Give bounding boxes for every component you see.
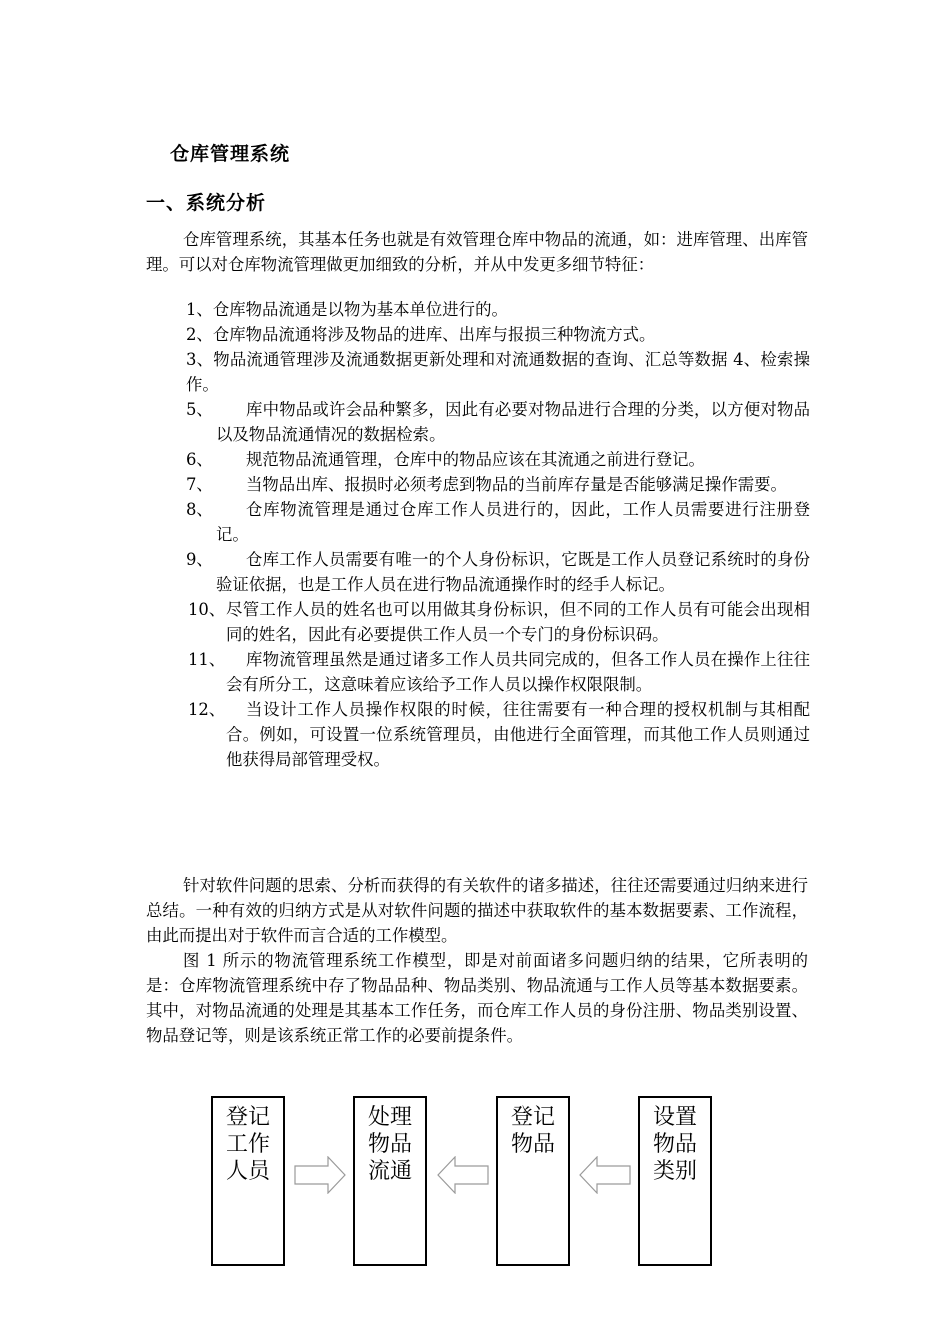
document-title: 仓库管理系统: [170, 143, 291, 165]
list-item: 11、 库物流管理虽然是通过诸多工作人员共同完成的，但各工作人员在操作上往往会有所分工，这意味着应该给予工作人员以操作权限限制。: [188, 650, 810, 694]
diagram-box-register-goods: 登记 物品: [496, 1096, 570, 1266]
list-item: 2、仓库物品流通将涉及物品的进库、出库与报损三种物流方式。: [186, 325, 656, 344]
list-item: 10、 尽管工作人员的姓名也可以用做其身份标识，但不同的工作人员有可能会出现相同的姓名，因此有必要提供工作人员一个专门的身份标识码。: [188, 600, 810, 644]
feature-list: [146, 297, 810, 772]
list-item: 12、 当设计工作人员操作权限的时候，往往需要有一种合理的授权机制与其相配合。例如，可设置一位系统管理员，由他进行全面管理，而其他工作人员则通过他获得局部管理受权。: [188, 700, 810, 769]
list-item: 3、物品流通管理涉及流通数据更新处理和对流通数据的查询、汇总等数据 4、检索操作。: [186, 350, 810, 394]
summary-paragraph: 针对软件问题的思索、分析而获得的有关软件的诸多描述，往往还需要通过归纳来进行总结。一种有效的归纳方式是从对软件问题的描述中获取软件的基本数据要素、工作流程，由此而提出对于软件而言合适的工作模型。: [146, 876, 808, 945]
diagram-box-register-staff: 登记 工作 人员: [211, 1096, 285, 1266]
list-item: 7、 当物品出库、报损时必须考虑到物品的当前库存量是否能够满足操作需要。: [186, 475, 787, 494]
list-item: 1、仓库物品流通是以物为基本单位进行的。: [186, 300, 508, 319]
section-title: 一、系统分析: [146, 192, 267, 214]
diagram-box-set-category: 设置 物品 类别: [638, 1096, 712, 1266]
arrow-left-icon: [579, 1156, 631, 1194]
list-item: 6、 规范物品流通管理，仓库中的物品应该在其流通之前进行登记。: [186, 450, 705, 469]
arrow-left-icon: [437, 1156, 489, 1194]
diagram-box-process-flow: 处理 物品 流通: [353, 1096, 427, 1266]
model-paragraph: 图 1 所示的物流管理系统工作模型，即是对前面诸多问题归纳的结果，它所表明的是：仓库物流管理系统中存了物品品种、物品类别、物品流通与工作人员等基本数据要素。其中，对物品流通的处理是其基本工作任务，而仓库工作人员的身份注册、物品类别设置、物品登记等，则是该系统正常工作的必要前提条件。: [146, 951, 808, 1045]
list-item: 5、 库中物品或许会品种繁多，因此有必要对物品进行合理的分类，以方便对物品以及物品流通情况的数据检索。: [186, 400, 810, 444]
intro-paragraph: 仓库管理系统，其基本任务也就是有效管理仓库中物品的流通，如：进库管理、出库管理。可以对仓库物流管理做更加细致的分析，并从中发更多细节特征：: [146, 230, 808, 274]
arrow-right-icon: [294, 1156, 346, 1194]
list-item: 8、 仓库物流管理是通过仓库工作人员进行的，因此，工作人员需要进行注册登记。: [186, 500, 810, 544]
list-item: 9、 仓库工作人员需要有唯一的个人身份标识，它既是工作人员登记系统时的身份验证依据，也是工作人员在进行物品流通操作时的经手人标记。: [186, 550, 810, 594]
